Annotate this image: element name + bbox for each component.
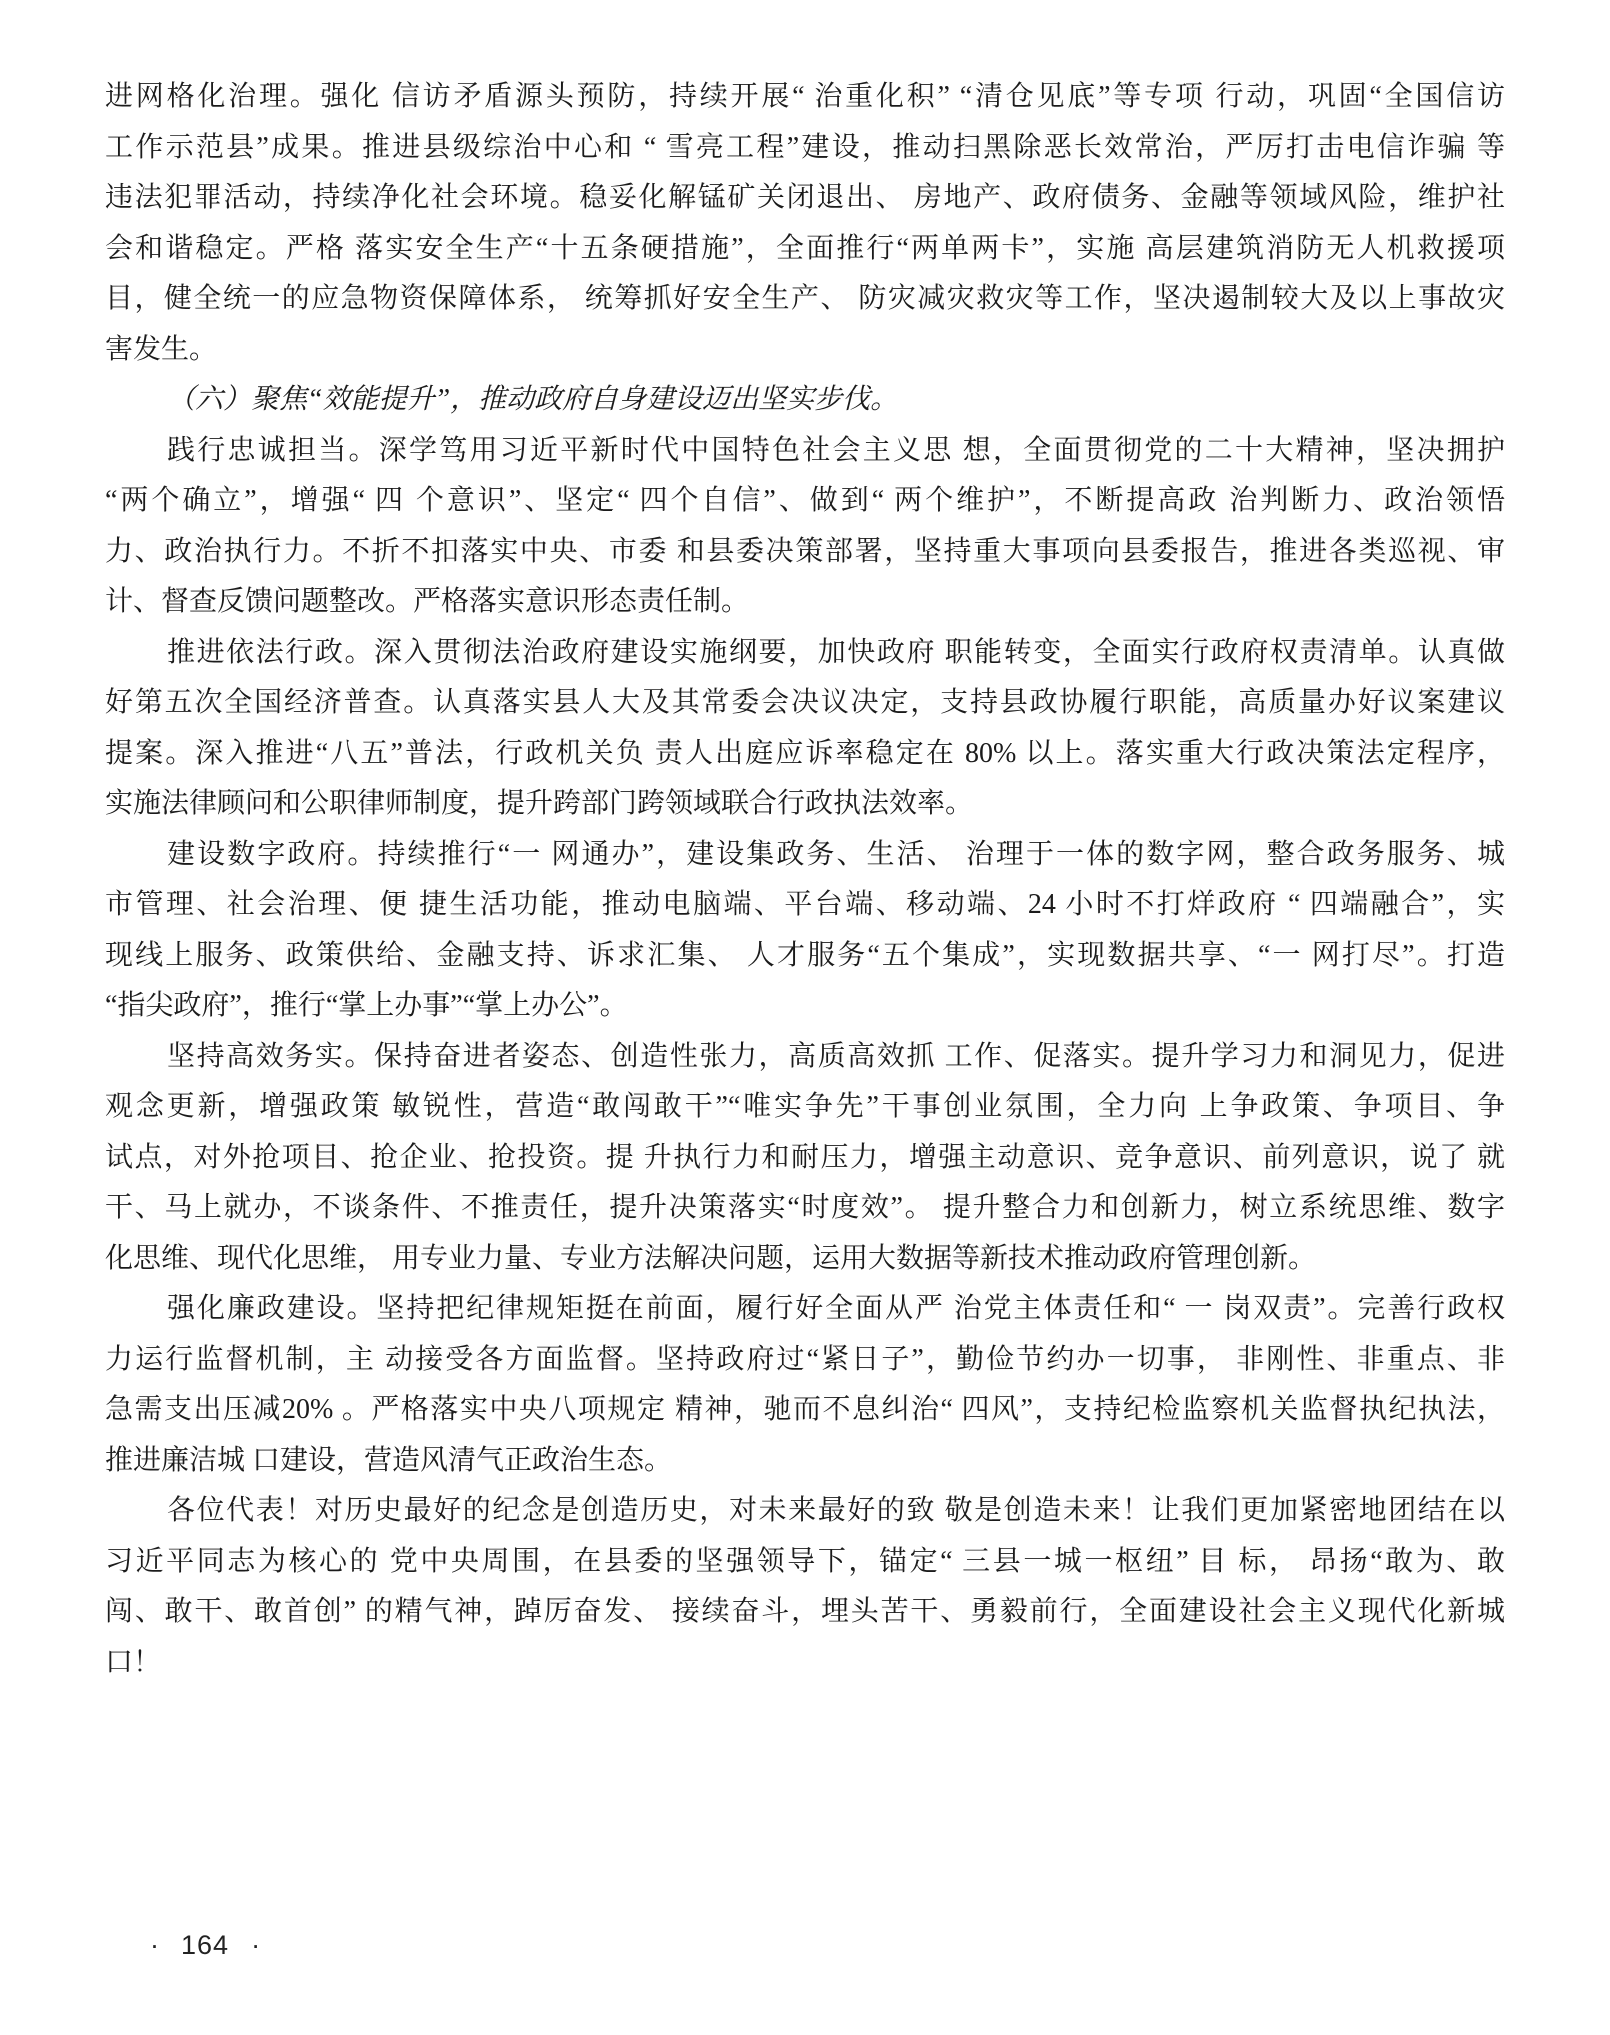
text-line: 好第五次全国经济普查。认真落实县人大及其常委会决议决定，支持县政协履行职能，高质量办好议案建议 [105,687,1505,718]
text-line: 违法犯罪活动，持续净化社会环境。稳妥化解锰矿关闭退出、 房地产、政府债务、金融等领域风险，维护社 [105,182,1505,213]
text-line: 工作示范县”成果。推进县级综治中心和 “ 雪亮工程”建设，推动扫黑除恶长效常治，严厉打击电信诈骗 等 [105,131,1505,163]
text-line: “两个确立”，增强“ 四 个意识”、坚定“ 四个自信”、做到“ 两个维护”，不断提高政 治判断力、政治领悟 [105,485,1505,516]
text-line: 实施法律顾问和公职律师制度，提升跨部门跨领域联合行政执法效率。 [105,788,974,819]
text-line: 急需支出压减20% 。严格落实中央八项规定 精神，驰而不息纠治“ 四风”，支持纪检监察机关监督执纪执法， [105,1394,1505,1425]
text-line: 提案。深入推进“八五”普法，行政机关负 责人出庭应诉率稳定在 80% 以上。落实重大行政决策法定程序， [105,737,1505,769]
text-line: 推进廉洁城 口建设，营造风清气正政治生态。 [105,1444,673,1476]
section-heading: （六）聚焦“效能提升”，推动政府自身建设迈出坚实步伐。 [167,384,899,415]
footer-right-dot: · [251,1930,261,1960]
text-line: 目，健全统一的应急物资保障体系， 统筹抓好安全生产、 防灾减灾救灾等工作，坚决遏制较大及以上事故灾 [105,283,1505,314]
text-line: 建设数字政府。持续推行“一 网通办”，建设集政务、生活、 治理于一体的数字网，整合政务服务、城 [167,838,1505,870]
text-line: 计、督查反馈问题整改。严格落实意识形态责任制。 [105,586,750,617]
text-line: 强化廉政建设。坚持把纪律规矩挺在前面，履行好全面从严 治党主体责任和“ 一 岗双责”。完善行政权 [167,1293,1505,1324]
text-line: 化思维、现代化思维， 用专业力量、专业方法解决问题，运用大数据等新技术推动政府管理创新。 [105,1242,1317,1274]
text-line: 践行忠诚担当。深学笃用习近平新时代中国特色社会主义思 想，全面贯彻党的二十大精神，坚决拥护 [167,434,1505,466]
text-line: 力运行监督机制，主 动接受各方面监督。坚持政府过“紧日子”，勤俭节约办一切事， 非刚性、非重点、非 [105,1343,1505,1375]
footer-left-dot: · [150,1930,159,1960]
text-line: 习近平同志为核心的 党中央周围，在县委的坚强领导下，锚定“ 三县一城一枢纽” 目 标， 昂扬“敢为、敢 [105,1545,1505,1577]
text-line: 观念更新，增强政策 敏锐性，营造“敢闯敢干”“唯实争先”干事创业氛围，全力向 上争政策、争项目、争 [105,1091,1505,1122]
text-line: 试点，对外抢项目、抢企业、抢投资。提 升执行力和耐压力，增强主动意识、竞争意识、前列意识，说了 就 [105,1141,1505,1173]
text-line: 口！ [105,1646,162,1678]
text-line: 力、政治执行力。不折不扣落实中央、市委 和县委决策部署，坚持重大事项向县委报告，推进各类巡视、审 [105,535,1505,567]
document-body [105,72,1505,1688]
text-line: 会和谐稳定。严格 落实安全生产“十五条硬措施”，全面推行“两单两卡”，实施 高层建筑消防无人机救援项 [105,232,1505,264]
text-line: 进网格化治理。强化 信访矛盾源头预防，持续开展“ 治重化积” “清仓见底”等专项 行动，巩固“全国信访 [105,81,1505,112]
text-line: 干、马上就办，不谈条件、不推责任，提升决策落实“时度效”。 提升整合力和创新力，树立系统思维、数字 [105,1192,1505,1223]
text-line: “指尖政府”，推行“掌上办事”“掌上办公”。 [105,990,628,1021]
text-line: 市管理、社会治理、便 捷生活功能，推动电脑端、平台端、移动端、24 小时不打烊政府 “ 四端融合”，实 [105,889,1505,920]
text-line: 坚持高效务实。保持奋进者姿态、创造性张力，高质高效抓 工作、促落实。提升学习力和洞见力，促进 [167,1040,1505,1072]
text-line: 推进依法行政。深入贯彻法治政府建设实施纲要，加快政府 职能转变，全面实行政府权责清单。认真做 [167,636,1505,668]
page-number: 164 [181,1930,230,1960]
text-line: 闯、敢干、敢首创” 的精气神，踔厉奋发、 接续奋斗，埋头苦干、勇毅前行，全面建设社会主义现代化新城 [105,1596,1505,1627]
text-line: 现线上服务、政策供给、金融支持、诉求汇集、 人才服务“五个集成”，实现数据共享、“一 网打尽”。打造 [105,939,1505,971]
page-footer [150,1930,260,1961]
text-line: 各位代表！对历史最好的纪念是创造历史，对未来最好的致 敬是创造未来！让我们更加紧密地团结在以 [167,1495,1505,1526]
text-line: 害发生。 [105,333,218,365]
